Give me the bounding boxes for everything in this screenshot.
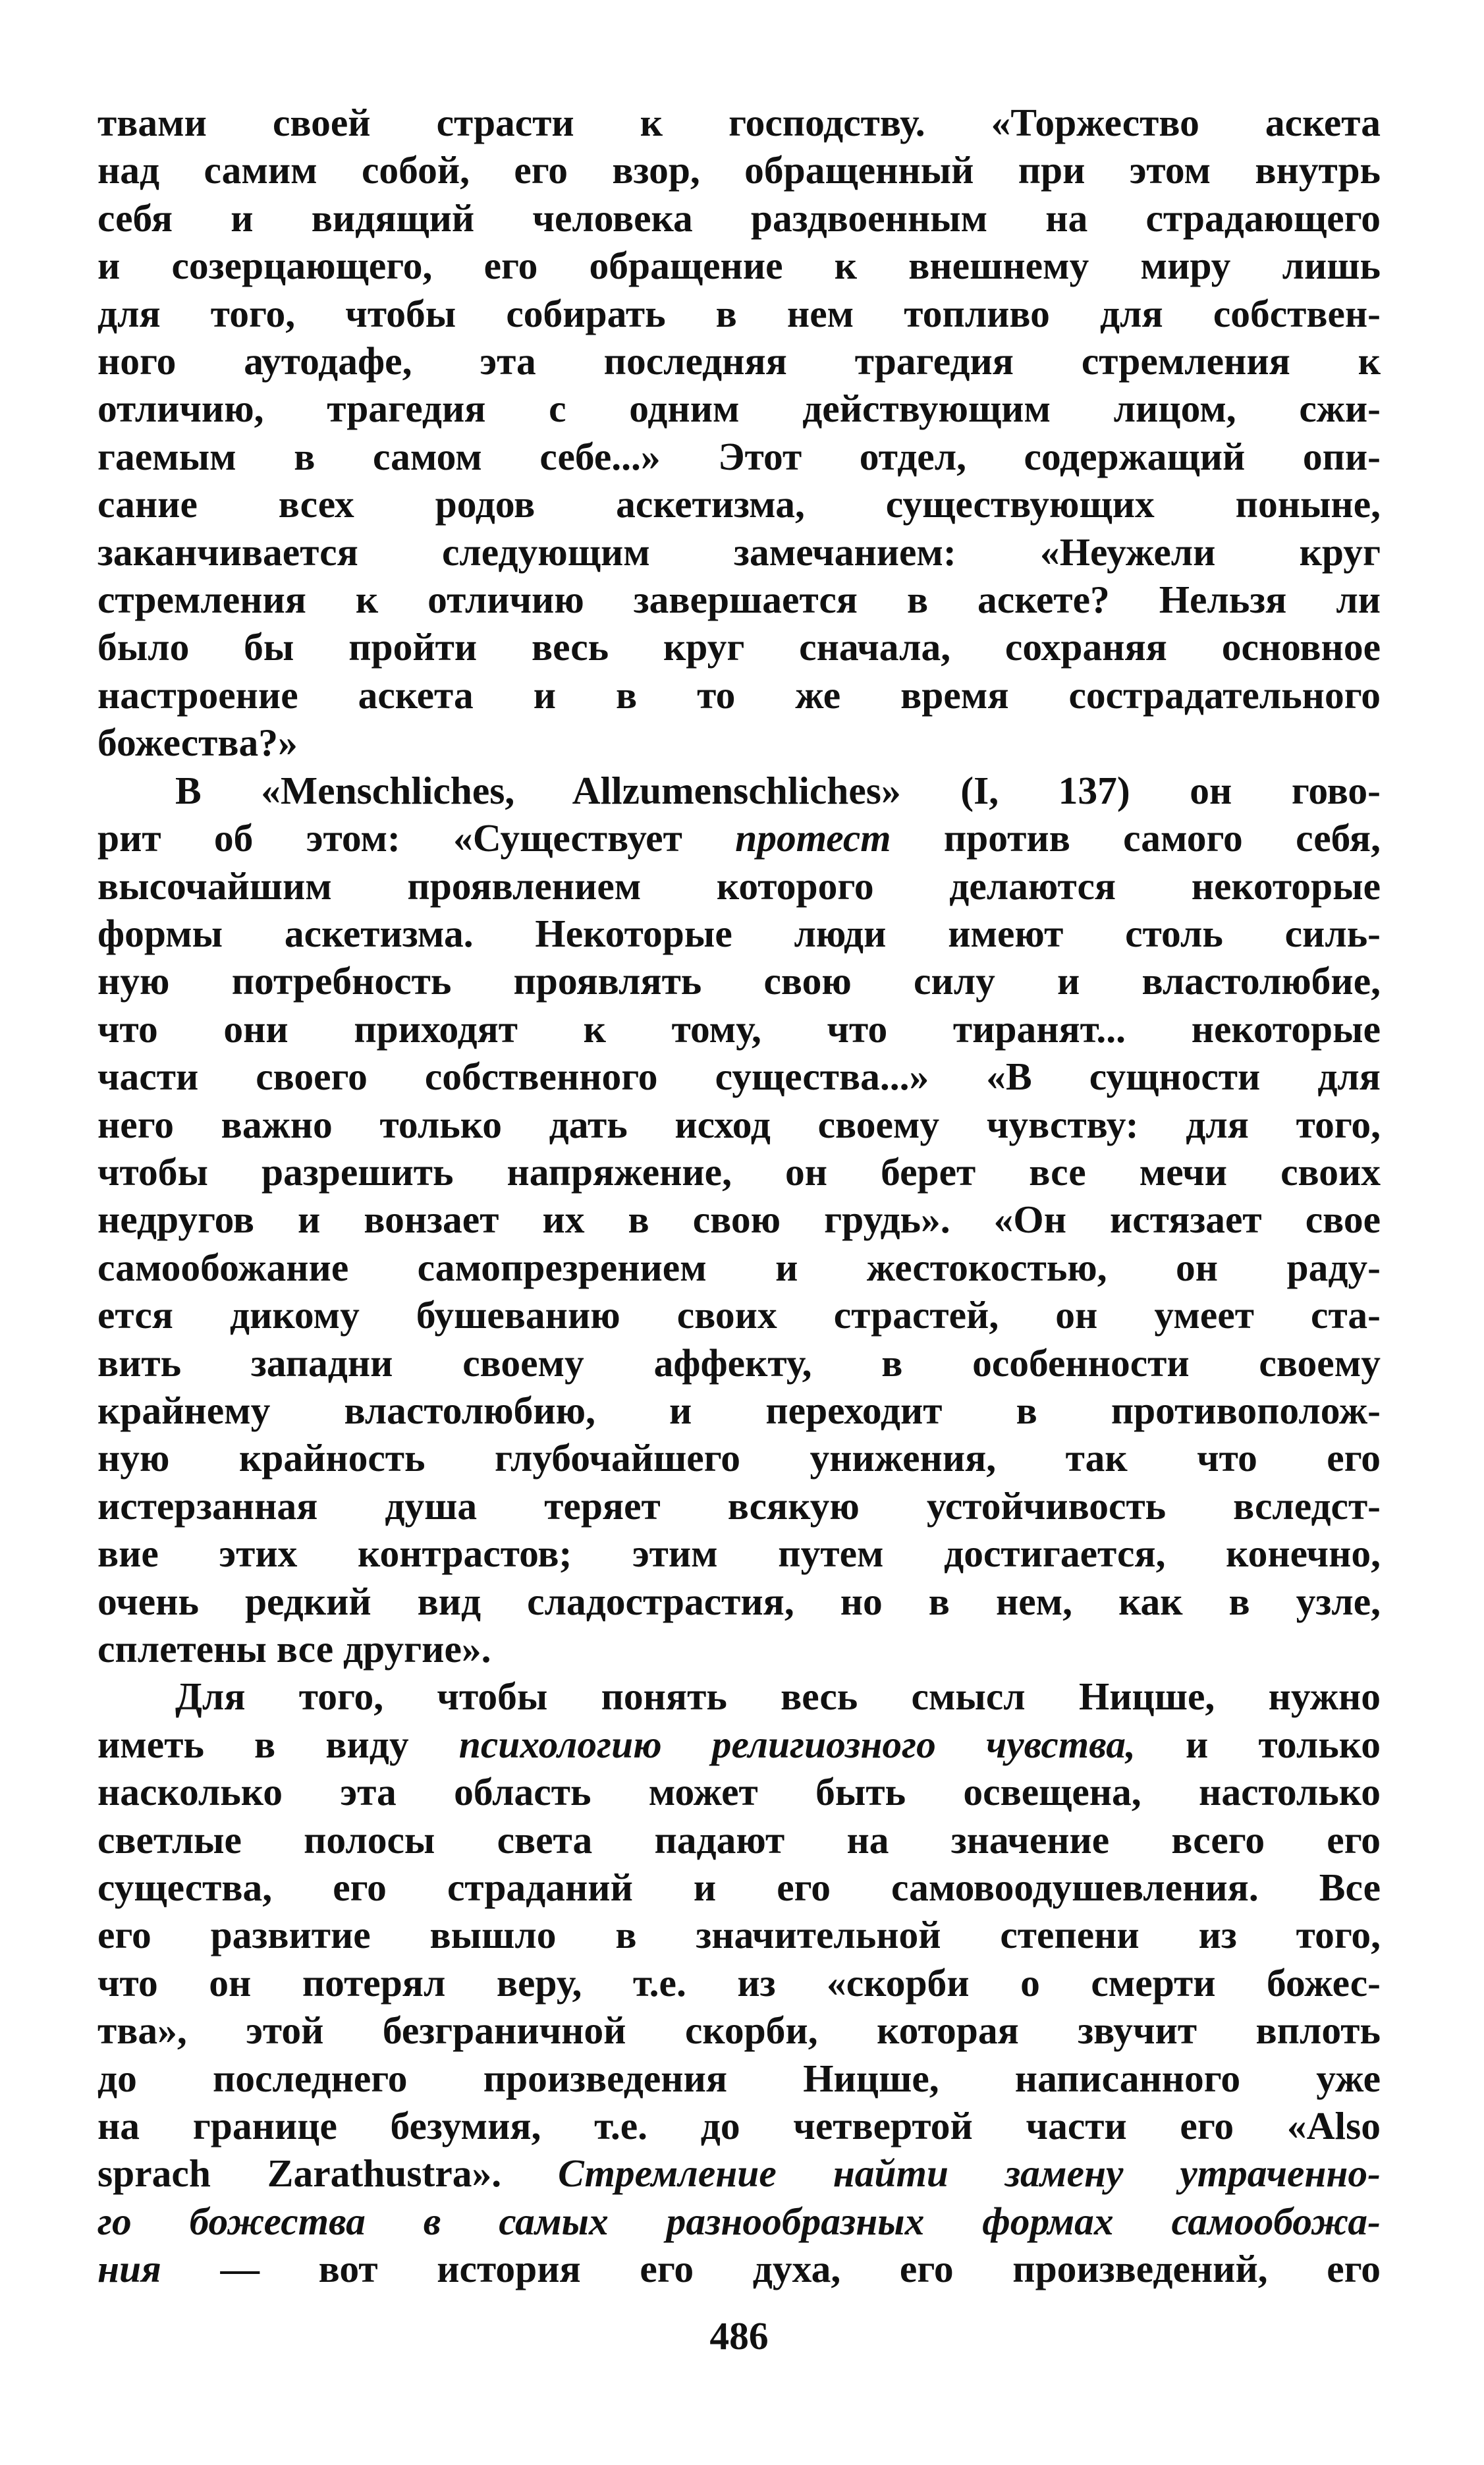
text-run: отличию, трагедия с одним действующим лицом, сжи-	[97, 387, 1381, 431]
text-run: настроение аскета и в то же время сострадательного	[97, 673, 1381, 717]
text-run: для того, чтобы собирать в нем топливо для собствен-	[97, 291, 1381, 335]
text-run: заканчивается следующим замечанием: «Неужели круг	[97, 530, 1381, 574]
text-run: вить западни своему аффекту, в особенности своему	[97, 1341, 1381, 1385]
paragraph	[97, 99, 1381, 767]
text-line	[97, 1196, 1381, 1243]
text-line	[97, 242, 1381, 289]
text-line	[97, 2055, 1381, 2102]
text-line	[97, 2149, 1381, 2197]
text-line	[97, 528, 1381, 576]
text-run: что он потерял веру, т.е. из «скорби о смерти божес-	[97, 1960, 1381, 2005]
text-line	[97, 480, 1381, 528]
text-run: крайнему властолюбию, и переходит в противополож-	[97, 1388, 1381, 1432]
text-run: ется дикому бушеванию своих страстей, он умеет ста-	[97, 1293, 1381, 1337]
text-line	[97, 290, 1381, 337]
text-run: и созерцающего, его обращение к внешнему миру лишь	[97, 244, 1381, 288]
text-run: и только	[1135, 1722, 1381, 1766]
book-page	[97, 99, 1381, 2418]
text-line	[97, 1053, 1381, 1100]
text-run: ную потребность проявлять свою силу и властолюбие,	[97, 959, 1381, 1003]
text-run: стремления к отличию завершается в аскете? Нельзя ли	[97, 578, 1381, 622]
text-run: ного аутодафе, эта последняя трагедия стремления к	[97, 339, 1381, 383]
text-line	[97, 1482, 1381, 1530]
text-run: над самим собой, его взор, обращенный при этом внутрь	[97, 148, 1381, 192]
text-run: что они приходят к тому, что тиранят... некоторые	[97, 1007, 1381, 1051]
text-line	[97, 146, 1381, 194]
text-line	[97, 2007, 1381, 2054]
italic-text: психологию религиозного чувства,	[458, 1722, 1136, 1766]
text-line	[97, 194, 1381, 242]
text-run: существа, его страданий и его самовоодушевления. Все	[97, 1866, 1381, 1910]
text-run: против самого себя,	[891, 816, 1381, 860]
text-line	[97, 671, 1381, 719]
text-run: его развитие вышло в значительной степени из того,	[97, 1913, 1381, 1957]
text-run: насколько эта область может быть освещена, настолько	[97, 1770, 1381, 1814]
text-line	[97, 1005, 1381, 1053]
text-run: гаемым в самом себе...» Этот отдел, содержащий опи-	[97, 434, 1381, 478]
italic-text: Стремление найти замену утраченно-	[558, 2151, 1381, 2196]
italic-text: ния	[97, 2247, 161, 2291]
text-line	[97, 1387, 1381, 1434]
text-line	[97, 1673, 1381, 1720]
text-line	[97, 767, 1381, 814]
text-run: формы аскетизма. Некоторые люди имеют столь силь-	[97, 911, 1381, 955]
text-line	[97, 1911, 1381, 1958]
text-line	[97, 1578, 1381, 1625]
text-run: sprach Zarathustra».	[97, 2151, 559, 2196]
text-line	[97, 814, 1381, 862]
text-line	[97, 385, 1381, 432]
text-run: ную крайность глубочайшего унижения, так что его	[97, 1436, 1381, 1480]
text-line	[97, 957, 1381, 1005]
text-run: него важно только дать исход своему чувству: для того,	[97, 1102, 1381, 1146]
text-run: себя и видящий человека раздвоенным на страдающего	[97, 196, 1381, 240]
text-line	[97, 576, 1381, 623]
text-run: Для того, чтобы понять весь смысл Ницше, нужно	[175, 1675, 1381, 1719]
text-run: сание всех родов аскетизма, существующих поныне,	[97, 482, 1381, 526]
text-line	[97, 1625, 1381, 1673]
text-run: твами своей страсти к господству. «Торжество аскета	[97, 101, 1381, 144]
text-run: до последнего произведения Ницше, написанного уже	[97, 2056, 1381, 2100]
text-line	[97, 1864, 1381, 1911]
text-run: на границе безумия, т.е. до четвертой части его «Also	[97, 2104, 1381, 2148]
text-line	[97, 433, 1381, 480]
text-line	[97, 337, 1381, 385]
text-line	[97, 1101, 1381, 1148]
text-line	[97, 2102, 1381, 2149]
text-run: — вот история его духа, его произведений, его	[161, 2247, 1381, 2291]
text-run: светлые полосы света падают на значение всего его	[97, 1817, 1381, 1862]
text-body	[97, 99, 1381, 2293]
text-run: вие этих контрастов; этим путем достигается, конечно,	[97, 1532, 1381, 1576]
page-number: 486	[709, 2314, 769, 2358]
text-run: сплетены все другие».	[97, 1627, 491, 1671]
text-run: очень редкий вид сладострастия, но в нем, как в узле,	[97, 1579, 1381, 1623]
text-line	[97, 1291, 1381, 1339]
text-run: тва», этой безграничной скорби, которая звучит вплоть	[97, 2008, 1381, 2053]
text-run: божества?»	[97, 721, 298, 765]
text-line	[97, 2245, 1381, 2292]
text-run: недругов и вонзает их в свою грудь». «Он истязает свое	[97, 1198, 1381, 1242]
text-run: иметь в виду	[97, 1722, 459, 1766]
text-line	[97, 1959, 1381, 2007]
italic-text: го божества в самых разнообразных формах самообожа-	[97, 2199, 1381, 2243]
text-run: самообожание самопрезрением и жестокостью, он раду-	[97, 1245, 1381, 1289]
paragraph	[97, 1673, 1381, 2292]
text-run: части своего собственного существа...» «В сущности для	[97, 1055, 1381, 1099]
text-line	[97, 99, 1381, 146]
text-run: рит об этом: «Существует	[97, 816, 736, 860]
text-line	[97, 1530, 1381, 1577]
text-run: высочайшим проявлением которого делаются некоторые	[97, 864, 1381, 908]
text-line	[97, 1148, 1381, 1196]
text-line	[97, 1244, 1381, 1291]
text-line	[97, 1816, 1381, 1864]
text-run: было бы пройти весь круг сначала, сохраняя основное	[97, 625, 1381, 669]
paragraph	[97, 767, 1381, 1673]
italic-text: протест	[735, 816, 891, 860]
text-line	[97, 910, 1381, 957]
text-line	[97, 623, 1381, 671]
text-line	[97, 862, 1381, 910]
text-line	[97, 1339, 1381, 1387]
text-line	[97, 1721, 1381, 1768]
text-line	[97, 719, 1381, 766]
text-run: В «Menschliches, Allzumenschliches» (I, 137) он гово-	[175, 768, 1381, 812]
text-run: чтобы разрешить напряжение, он берет все мечи своих	[97, 1149, 1381, 1194]
text-line	[97, 1434, 1381, 1482]
text-line	[97, 2198, 1381, 2245]
text-run: истерзанная душа теряет всякую устойчивость вследст-	[97, 1483, 1381, 1528]
text-line	[97, 1768, 1381, 1815]
